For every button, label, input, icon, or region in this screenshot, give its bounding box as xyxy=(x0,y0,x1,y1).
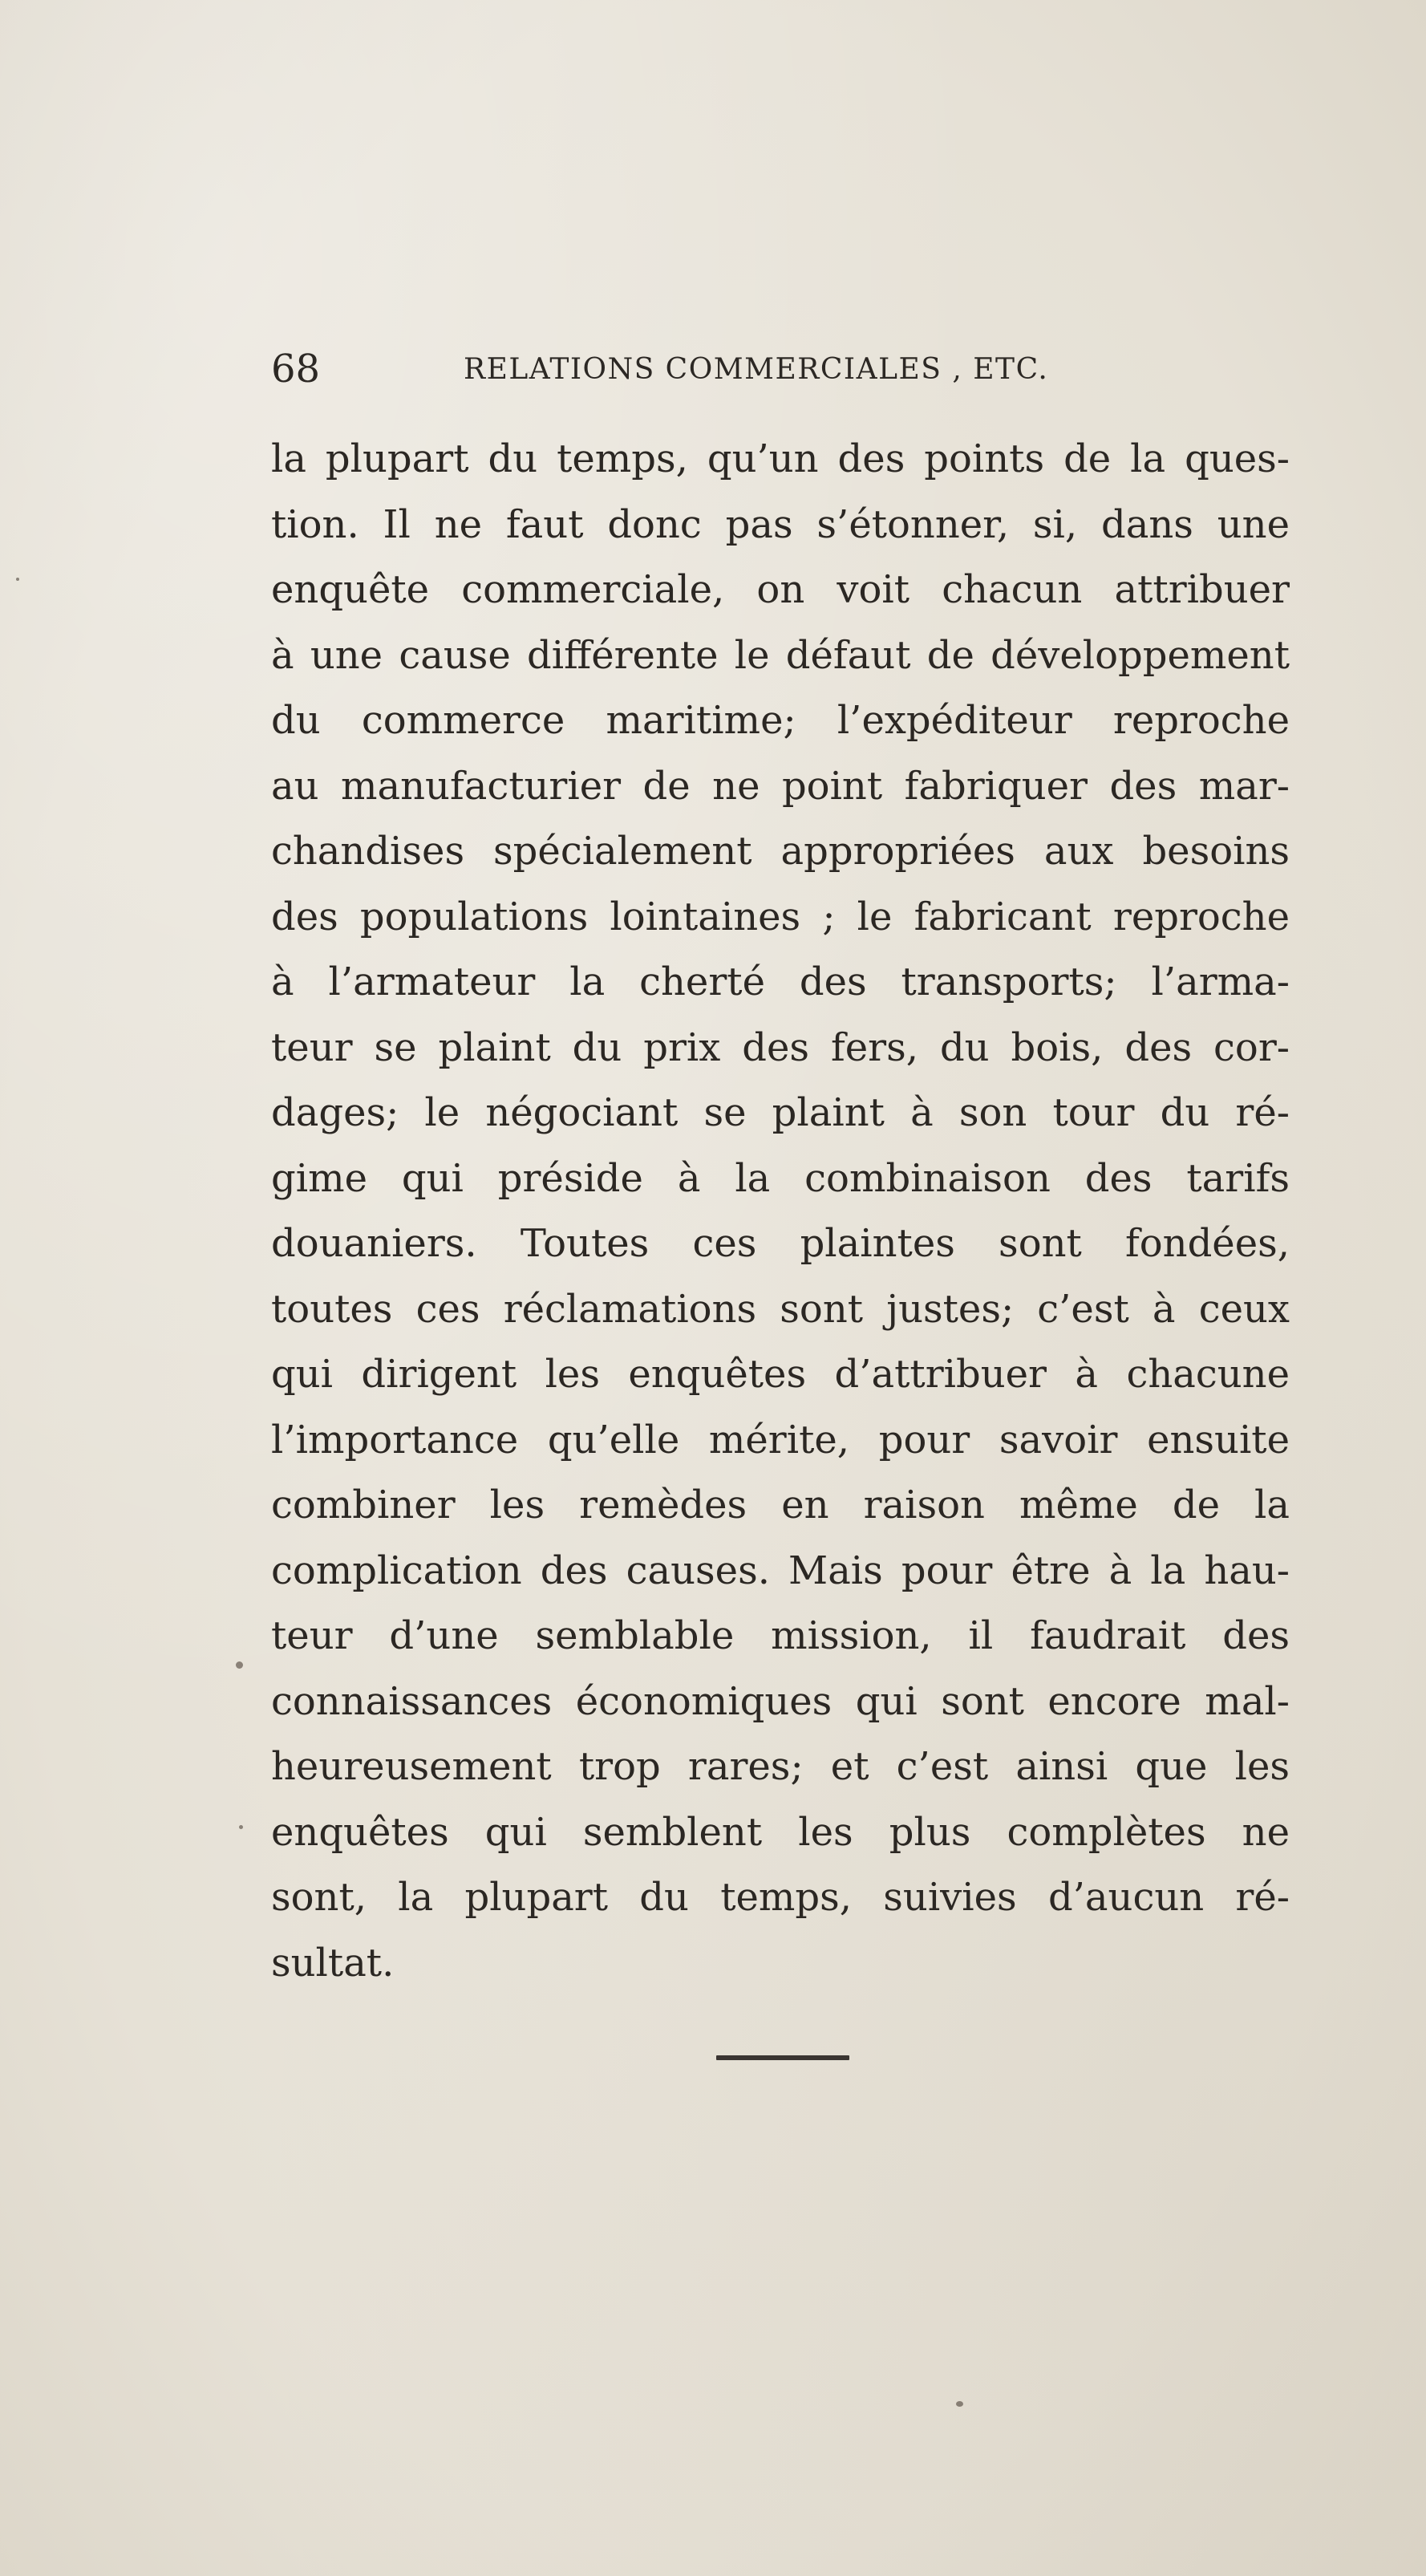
text-line: au manufacturier de ne point fabriquer des mar- xyxy=(271,763,1290,809)
end-rule xyxy=(716,2055,849,2060)
running-title: RELATIONS COMMERCIALES , ETC. xyxy=(464,353,1049,386)
text-line: douaniers. Toutes ces plaintes sont fondées, xyxy=(271,1221,1290,1266)
text-line: toutes ces réclamations sont justes; c’est à ceux xyxy=(271,1286,1290,1332)
text-line: chandises spécialement appropriées aux besoins xyxy=(271,829,1290,874)
text-line: la plupart du temps, qu’un des points de la ques- xyxy=(271,436,1290,481)
text-line: teur d’une semblable mission, il faudrait des xyxy=(271,1613,1290,1658)
text-line: à l’armateur la cherté des transports; l’arma- xyxy=(271,959,1290,1004)
text-line: heureusement trop rares; et c’est ainsi que les xyxy=(271,1744,1290,1789)
text-line: enquête commerciale, on voit chacun attribuer xyxy=(271,567,1290,612)
page-number: 68 xyxy=(271,347,321,391)
paper-speck xyxy=(236,1661,243,1669)
text-line: l’importance qu’elle mérite, pour savoir ensuite xyxy=(271,1417,1290,1462)
text-line: dages; le négociant se plaint à son tour du ré- xyxy=(271,1090,1290,1135)
text-line: gime qui préside à la combinaison des tarifs xyxy=(271,1155,1290,1201)
text-line: enquêtes qui semblent les plus complètes ne xyxy=(271,1809,1290,1855)
text-line: tion. Il ne faut donc pas s’étonner, si, dans une xyxy=(271,501,1290,547)
body-text xyxy=(271,427,1290,1996)
text-line: connaissances économiques qui sont encore mal- xyxy=(271,1678,1290,1724)
text-line: sont, la plupart du temps, suivies d’aucun ré- xyxy=(271,1875,1290,1920)
text-line: des populations lointaines ; le fabricant reproche xyxy=(271,894,1290,939)
text-line: sultat. xyxy=(271,1940,395,1986)
text-line: à une cause différente le défaut de développement xyxy=(271,632,1290,678)
text-line: teur se plaint du prix des fers, du bois, des cor- xyxy=(271,1024,1290,1070)
text-line: du commerce maritime; l’expéditeur reproche xyxy=(271,698,1290,743)
page-header xyxy=(271,341,1089,397)
paper-speck xyxy=(956,2401,963,2407)
paper-speck xyxy=(16,578,19,581)
text-line: combiner les remèdes en raison même de la xyxy=(271,1483,1290,1527)
paper-speck xyxy=(239,1825,243,1829)
text-line: complication des causes. Mais pour être à la hau- xyxy=(271,1548,1290,1593)
text-line: qui dirigent les enquêtes d’attribuer à chacune xyxy=(271,1352,1290,1397)
